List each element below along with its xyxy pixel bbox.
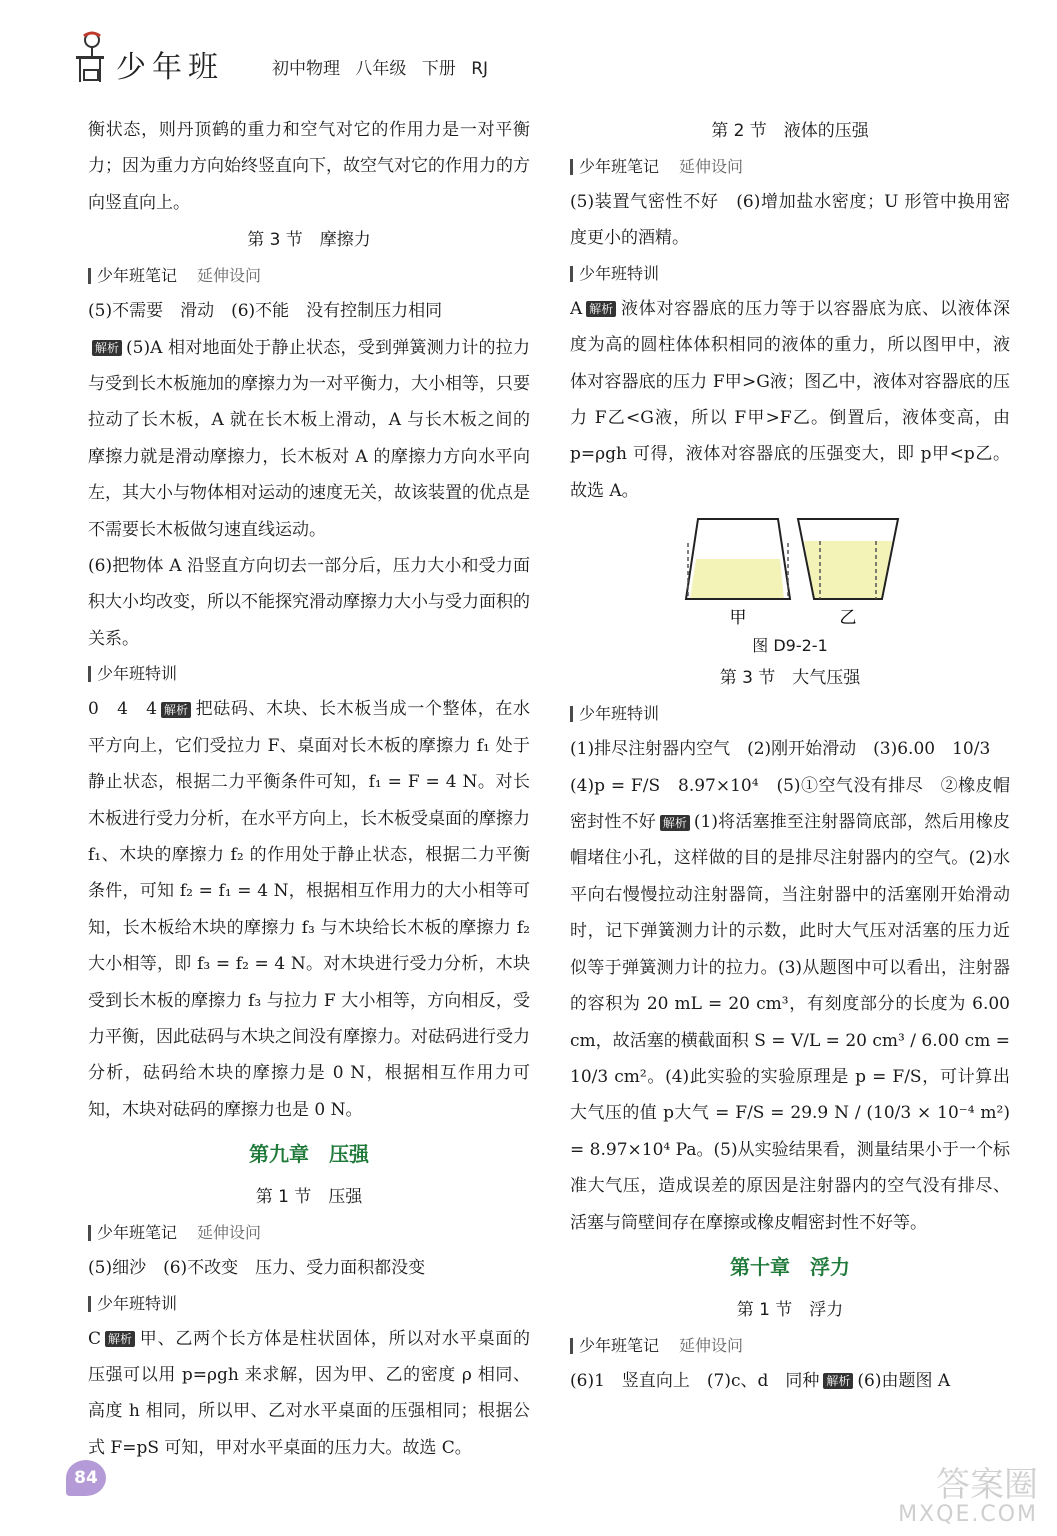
bar-marker bbox=[88, 1296, 91, 1312]
analysis-badge: 解析 bbox=[161, 702, 191, 718]
training-paragraph bbox=[570, 291, 1010, 509]
bar-marker bbox=[88, 666, 91, 682]
analysis-paragraph: (6)把物体 A 沿竖直方向切去一部分后，压力大小和受力面积大小均改变，所以不能探究滑动摩擦力大小与受力面积的关系。 bbox=[88, 556, 530, 649]
right-column bbox=[570, 112, 1010, 1399]
figure-caption: 图 D9-2-1 bbox=[752, 636, 828, 656]
note-heading bbox=[570, 150, 1010, 184]
bar-marker bbox=[570, 1338, 573, 1354]
watermark-top: 答案圈 bbox=[936, 1465, 1038, 1505]
note-heading bbox=[570, 1329, 1010, 1363]
training-heading bbox=[88, 1287, 530, 1321]
training-heading bbox=[570, 697, 1010, 731]
training-text: 甲、乙两个长方体是柱状固体，所以对水平桌面的压强可以用 p=ρgh 来求解，因为甲、乙的密度 ρ 相同、高度 h 相同，所以甲、乙对水平桌面的压强相同；根据公式 F=pS 可知，甲对水平桌面的压力大。故选 C。 bbox=[88, 1328, 530, 1458]
note-label: 少年班笔记 bbox=[97, 1223, 178, 1243]
note-label: 少年班笔记 bbox=[579, 1335, 660, 1355]
answer-line: (5)细沙 (6)不改变 压力、受力面积都没变 bbox=[88, 1258, 426, 1279]
training-paragraph bbox=[88, 1321, 530, 1467]
site-watermark bbox=[838, 1465, 1038, 1530]
analysis-text: (5)A 相对地面处于静止状态，受到弹簧测力计的拉力与受到长木板施加的摩擦力为一对平衡力，大小相等，只要拉动了长木板，A 就在长木板上滑动，A 与长木板之间的摩擦力就是滑动摩擦力，长木板对 A 的摩擦力方向水平向左，其大小与物体相对运动的速度无关，故该装置的优点是不需要长木板做匀速直线运动。 bbox=[88, 337, 530, 540]
note-tag: 延伸设问 bbox=[197, 266, 262, 286]
note-heading bbox=[88, 259, 530, 293]
bar-marker bbox=[88, 1225, 91, 1241]
container-diagram bbox=[570, 515, 1010, 633]
bar-marker bbox=[570, 706, 573, 722]
chapter-title: 第九章 压强 bbox=[249, 1142, 369, 1167]
page-number: 84 bbox=[66, 1460, 106, 1496]
answer-line: (1)排尽注射器内空气 (2)刚开始滑动 (3)6.00 10/3 bbox=[570, 739, 991, 760]
analysis-text: (1)将活塞推至注射器筒底部，然后用橡皮帽堵住小孔，这样做的目的是排尽注射器内的空气。(2)水平向右慢慢拉动注射器筒，当注射器中的活塞刚开始滑动时，记下弹簧测力计的示数，此时大气压对活塞的压力近似等于弹簧测力计的拉力。(3)从题图中可以看出，注射器的容积为 20 mL = 20 cm³，有刻度部分的长度为 6.00 cm，故活塞的横截面积 S = V/L = 20 cm³ / 6.00 cm = 10/3 cm²。(4)此实验的实验原理是 p = F/S，可计算出大气压的值 p大气 = F/S = 29.9 N / (10/3 × 10⁻⁴ m²) = 8.97×10⁴ Pa。(5)从实验结果看，测量结果小于一个标准大气压，造成误差的原因是注射器内的空气没有排尽、活塞与筒壁间存在摩擦或橡皮帽密封性不好等。 bbox=[570, 812, 1010, 1233]
training-answer: A bbox=[570, 298, 583, 319]
training-answer: 0 4 4 bbox=[88, 699, 157, 720]
training-text: 液体对容器底的压力等于以容器底为底、以液体深度为高的圆柱体体积相同的液体的重力，所以图甲中，液体对容器底的压力 F甲>G液；图乙中，液体对容器底的压力 F乙<G液，所以 F甲>F乙。倒置后，液体变高，由 p=ρgh 可得，液体对容器底的压强变大，即 p甲<p乙。故选 A。 bbox=[570, 298, 1010, 501]
chapter-title: 第十章 浮力 bbox=[730, 1254, 850, 1279]
section-title: 第 3 节 摩擦力 bbox=[247, 230, 371, 251]
analysis-paragraph bbox=[88, 330, 530, 548]
container-figure bbox=[570, 515, 1010, 633]
analysis-badge: 解析 bbox=[586, 301, 616, 317]
training-paragraph bbox=[570, 768, 1010, 1241]
student-logo-icon bbox=[72, 30, 108, 86]
section-title: 第 1 节 浮力 bbox=[736, 1299, 844, 1320]
analysis-badge: 解析 bbox=[105, 1331, 135, 1347]
training-text: 把砝码、木块、长木板当成一个整体，在水平方向上，它们受拉力 F、桌面对长木板的摩擦力 f₁ 处于静止状态，根据二力平衡条件可知，f₁ = F = 4 N。对长木板进行受力分析，在水平方向上，长木板受桌面的摩擦力 f₁、木块的摩擦力 f₂ 的作用处于静止状态，根据二力平衡条件，可知 f₂ = f₁ = 4 N，根据相互作用力的大小相等可知，长木板给木块的摩擦力 f₃ 与木块给长木板的摩擦力 f₂ 大小相等，即 f₃ = f₂ = 4 N。对木块进行受力分析，木块受到长木板的摩擦力 f₃ 与拉力 F 大小相等，方向相反，受力平衡，因此砝码与木块之间没有摩擦力。对砝码进行受力分析，砝码给木块的摩擦力是 0 N，根据相互作用力可知，木块对砝码的摩擦力也是 0 N。 bbox=[88, 699, 531, 1120]
brand-title: 少年班 bbox=[116, 50, 224, 85]
section-title: 第 1 节 压强 bbox=[255, 1187, 363, 1208]
section-title: 第 3 节 大气压强 bbox=[719, 668, 861, 689]
liquid-a bbox=[690, 559, 784, 599]
training-label: 少年班特训 bbox=[579, 263, 660, 283]
answer-line: (5)不需要 滑动 (6)不能 没有控制压力相同 bbox=[88, 301, 443, 322]
answer-line: (5)装置气密性不好 (6)增加盐水密度；U 形管中换用密度更小的酒精。 bbox=[570, 192, 1010, 249]
section-title: 第 2 节 液体的压强 bbox=[711, 121, 869, 141]
training-heading bbox=[88, 657, 530, 691]
answer-line: (4)p = F/S 8.97×10⁴ (5)①空气没有排尽 ②橡皮帽密封性不好 bbox=[570, 775, 1010, 833]
paragraph: 衡状态，则丹顶鹤的重力和空气对它的作用力是一对平衡力；因为重力方向始终竖直向下，故空气对它的作用力的方向竖直向上。 bbox=[88, 120, 530, 213]
note-tag: 延伸设问 bbox=[197, 1223, 262, 1243]
training-label: 少年班特训 bbox=[97, 1293, 178, 1313]
figure-label-b: 乙 bbox=[839, 608, 857, 629]
page-header bbox=[72, 30, 672, 90]
note-label: 少年班笔记 bbox=[97, 266, 178, 286]
analysis-badge: 解析 bbox=[823, 1373, 853, 1389]
training-label: 少年班特训 bbox=[97, 664, 178, 684]
answer-line bbox=[570, 1363, 1010, 1399]
analysis-badge: 解析 bbox=[660, 815, 690, 831]
training-paragraph bbox=[88, 691, 530, 1128]
note-heading bbox=[88, 1216, 530, 1250]
note-label: 少年班笔记 bbox=[579, 157, 660, 176]
left-column bbox=[88, 112, 530, 1466]
note-tag: 延伸设问 bbox=[679, 157, 744, 176]
bar-marker bbox=[88, 268, 91, 284]
bar-marker bbox=[570, 159, 573, 175]
bar-marker bbox=[570, 266, 573, 282]
watermark-bottom: MXQE.COM bbox=[898, 1502, 1038, 1527]
figure-label-a: 甲 bbox=[729, 608, 747, 629]
analysis-text: (6)由题图 A bbox=[857, 1370, 951, 1391]
training-heading bbox=[570, 257, 1010, 291]
answer-text: (6)1 竖直向上 (7)c、d 同种 bbox=[570, 1370, 820, 1391]
analysis-badge: 解析 bbox=[92, 340, 122, 356]
training-answer: C bbox=[88, 1328, 102, 1349]
training-label: 少年班特训 bbox=[579, 704, 660, 724]
liquid-b bbox=[804, 541, 892, 599]
book-subtitle: 初中物理 八年级 下册 RJ bbox=[272, 59, 489, 79]
note-tag: 延伸设问 bbox=[679, 1335, 744, 1355]
